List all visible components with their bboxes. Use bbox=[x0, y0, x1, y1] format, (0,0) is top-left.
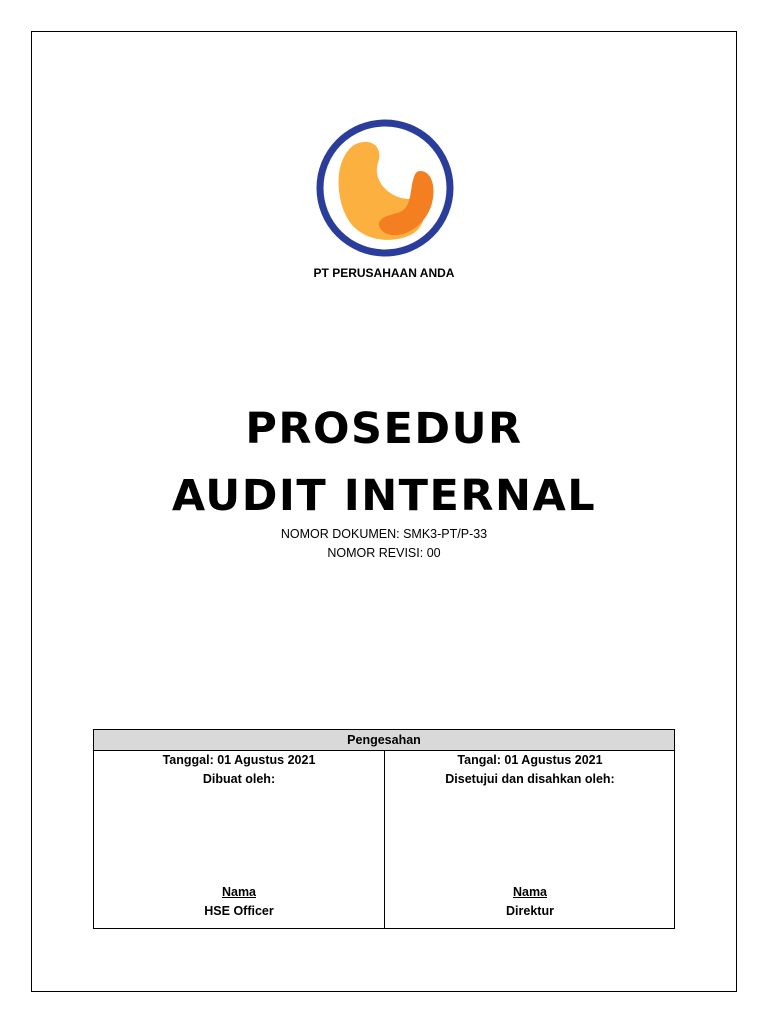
prepared-by-label: Dibuat oleh: bbox=[202, 772, 276, 786]
approved-position: Direktur bbox=[506, 904, 554, 918]
company-name: PT PERUSAHAAN ANDA bbox=[313, 266, 455, 280]
revision-number: NOMOR REVISI: 00 bbox=[327, 546, 441, 560]
document-title-line-1: PROSEDUR bbox=[245, 404, 523, 454]
document-number: NOMOR DOKUMEN: SMK3-PT/P-33 bbox=[280, 527, 488, 541]
approval-column-prepared bbox=[94, 751, 385, 929]
company-logo-icon bbox=[314, 115, 456, 261]
approval-heading: Pengesahan bbox=[94, 730, 674, 751]
approved-by-label: Disetujui dan disahkan oleh: bbox=[445, 772, 615, 786]
document-title-line-2: AUDIT INTERNAL bbox=[171, 471, 597, 521]
approved-date: Tangal: 01 Agustus 2021 bbox=[457, 753, 603, 767]
company-logo bbox=[314, 115, 456, 261]
prepared-date: Tanggal: 01 Agustus 2021 bbox=[162, 753, 316, 767]
approval-column-approved bbox=[385, 751, 675, 929]
prepared-position: HSE Officer bbox=[204, 904, 274, 918]
prepared-name: Nama bbox=[221, 885, 257, 899]
approval-table bbox=[93, 729, 675, 929]
approved-name: Nama bbox=[512, 885, 548, 899]
